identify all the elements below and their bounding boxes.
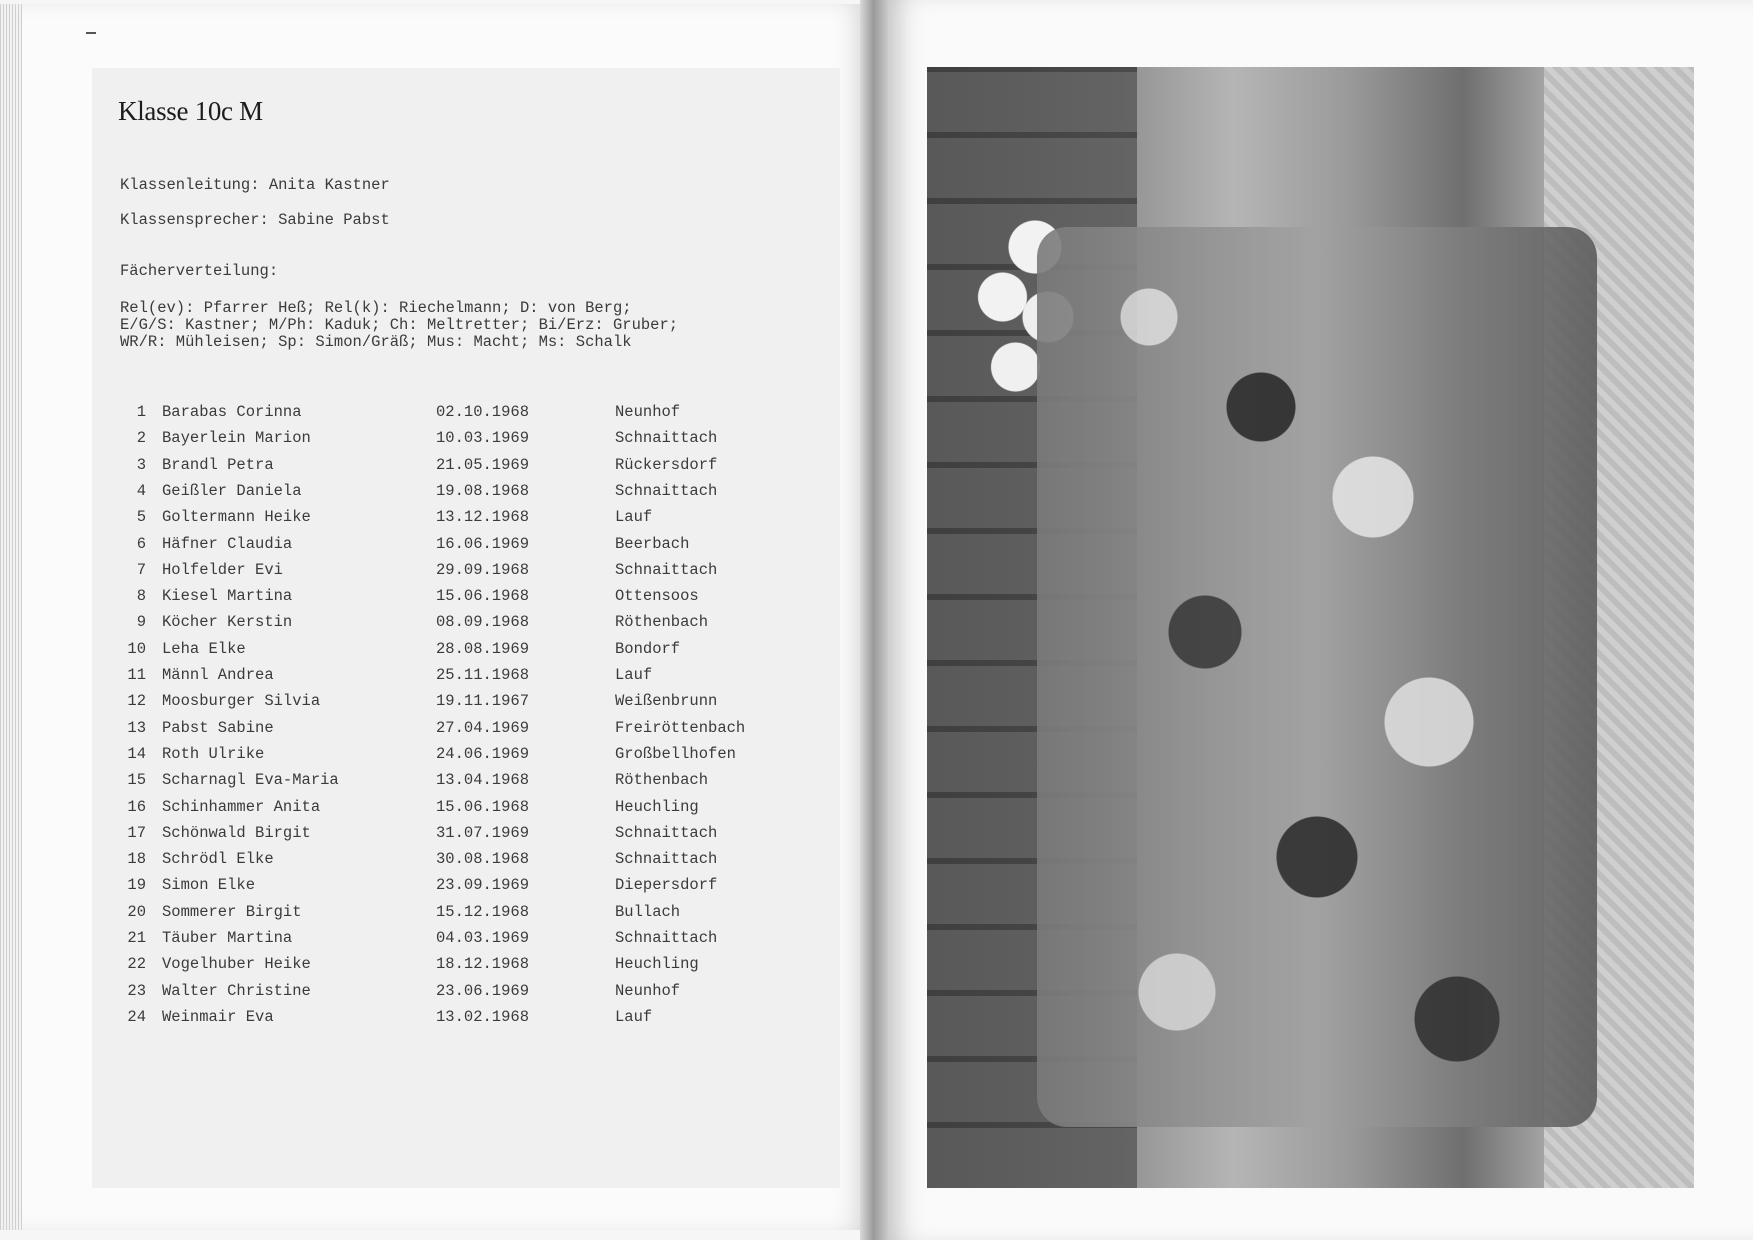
student-birthdate: 10.03.1969 [436,429,530,448]
student-name: Kiesel Martina [162,587,293,606]
student-birthdate: 23.09.1969 [436,876,530,895]
student-name: Täuber Martina [162,929,293,947]
student-number: 14 [127,744,146,763]
student-number: 11 [127,666,146,684]
student-birthdate: 02.10.1968 [436,403,530,421]
student-name: Schinhammer Anita [162,797,321,816]
student-place: Bullach [615,902,681,921]
student-birthdate: 13.12.1968 [436,508,530,527]
student-number: 17 [127,823,146,842]
subjects-heading: Fächerverteilung: [120,262,279,280]
student-number: 6 [136,534,146,553]
student-number: 2 [136,429,146,448]
student-birthdate: 19.08.1968 [436,481,530,500]
student-birthdate: 13.02.1968 [436,1007,530,1026]
student-name: Köcher Kerstin [162,613,293,632]
student-name: Geißler Daniela [162,481,302,500]
student-place: Neunhof [615,403,681,421]
subjects-line: E/G/S: Kastner; M/Ph: Kaduk; Ch: Meltretter; Bi/Erz: Gruber; [120,316,679,334]
page-title: Klasse 10c M [118,96,263,126]
student-name: Vogelhuber Heike [162,955,311,974]
student-place: Freiröttenbach [615,718,746,737]
student-birthdate: 18.12.1968 [436,955,530,974]
student-name: Pabst Sabine [162,718,274,737]
student-place: Bondorf [615,639,681,658]
student-number: 23 [127,981,146,1000]
page-mark [86,32,96,34]
student-number: 3 [136,455,146,474]
student-birthdate: 31.07.1969 [436,823,530,842]
student-place: Rückersdorf [615,455,718,474]
student-birthdate: 13.04.1968 [436,771,530,790]
student-number: 8 [136,587,146,606]
student-birthdate: 23.06.1969 [436,981,530,1000]
student-place: Weißenbrunn [615,692,718,711]
student-name: Holfelder Evi [162,560,283,579]
student-number: 10 [127,639,146,658]
student-number: 7 [136,560,146,579]
student-birthdate: 15.12.1968 [436,902,530,921]
student-number: 15 [127,771,146,790]
student-name: Schönwald Birgit [162,823,311,842]
student-place: Großbellhofen [615,744,736,763]
student-name: Brandl Petra [162,455,274,474]
photo-group [1037,227,1597,1127]
student-birthdate: 19.11.1967 [436,692,530,711]
subjects-line: Rel(ev): Pfarrer Heß; Rel(k): Riechelmann; D: von Berg; [120,299,632,317]
student-birthdate: 24.06.1969 [436,744,530,763]
student-birthdate: 15.06.1968 [436,797,530,816]
student-place: Heuchling [615,797,699,816]
student-place: Schnaittach [615,823,718,842]
student-number: 12 [127,692,146,711]
student-birthdate: 28.08.1969 [436,639,530,658]
student-place: Neunhof [615,981,681,1000]
student-place: Röthenbach [615,613,709,632]
student-birthdate: 30.08.1968 [436,850,530,869]
student-number: 16 [127,797,146,816]
student-name: Leha Elke [162,639,246,658]
class-speaker: Klassensprecher: Sabine Pabst [120,211,390,229]
student-number: 13 [127,718,146,737]
student-place: Schnaittach [615,560,718,579]
student-name: Weinmair Eva [162,1007,274,1026]
student-name: Roth Ulrike [162,744,265,763]
page-edges [0,4,24,1230]
student-number: 9 [136,613,146,632]
student-name: Moosburger Silvia [162,692,321,711]
student-birthdate: 25.11.1968 [436,666,530,684]
student-place: Lauf [615,666,653,684]
student-place: Beerbach [615,534,690,553]
subjects-list [120,300,678,351]
student-number: 24 [127,1007,146,1026]
student-name: Bayerlein Marion [162,429,311,448]
student-place: Schnaittach [615,929,718,947]
class-photo [927,67,1694,1188]
book-gutter [860,0,890,1240]
student-place: Diepersdorf [615,876,718,895]
student-place: Röthenbach [615,771,709,790]
student-place: Ottensoos [615,587,699,606]
subjects-line: WR/R: Mühleisen; Sp: Simon/Gräß; Mus: Macht; Ms: Schalk [120,333,632,351]
student-name: Schrödl Elke [162,850,274,869]
student-birthdate: 08.09.1968 [436,613,530,632]
student-place: Heuchling [615,955,699,974]
student-number: 4 [136,481,146,500]
student-birthdate: 21.05.1969 [436,455,530,474]
student-name: Goltermann Heike [162,508,311,527]
student-birthdate: 16.06.1969 [436,534,530,553]
student-name: Scharnagl Eva-Maria [162,771,339,790]
student-number: 19 [127,876,146,895]
student-birthdate: 27.04.1969 [436,718,530,737]
student-number: 18 [127,850,146,869]
student-place: Schnaittach [615,429,718,448]
student-place: Schnaittach [615,481,718,500]
student-place: Lauf [615,508,653,527]
student-birthdate: 04.03.1969 [436,929,530,947]
student-name: Sommerer Birgit [162,902,302,921]
student-name: Häfner Claudia [162,534,293,553]
student-number: 5 [136,508,146,527]
student-name: Männl Andrea [162,666,274,684]
student-birthdate: 29.09.1968 [436,560,530,579]
student-number: 22 [127,955,146,974]
student-name: Walter Christine [162,981,311,1000]
student-number: 21 [127,929,146,947]
student-place: Schnaittach [615,850,718,869]
class-teacher: Klassenleitung: Anita Kastner [120,176,390,194]
student-number: 1 [136,403,146,421]
student-birthdate: 15.06.1968 [436,587,530,606]
student-name: Simon Elke [162,876,256,895]
student-place: Lauf [615,1007,653,1026]
student-number: 20 [127,902,146,921]
student-name: Barabas Corinna [162,403,302,421]
